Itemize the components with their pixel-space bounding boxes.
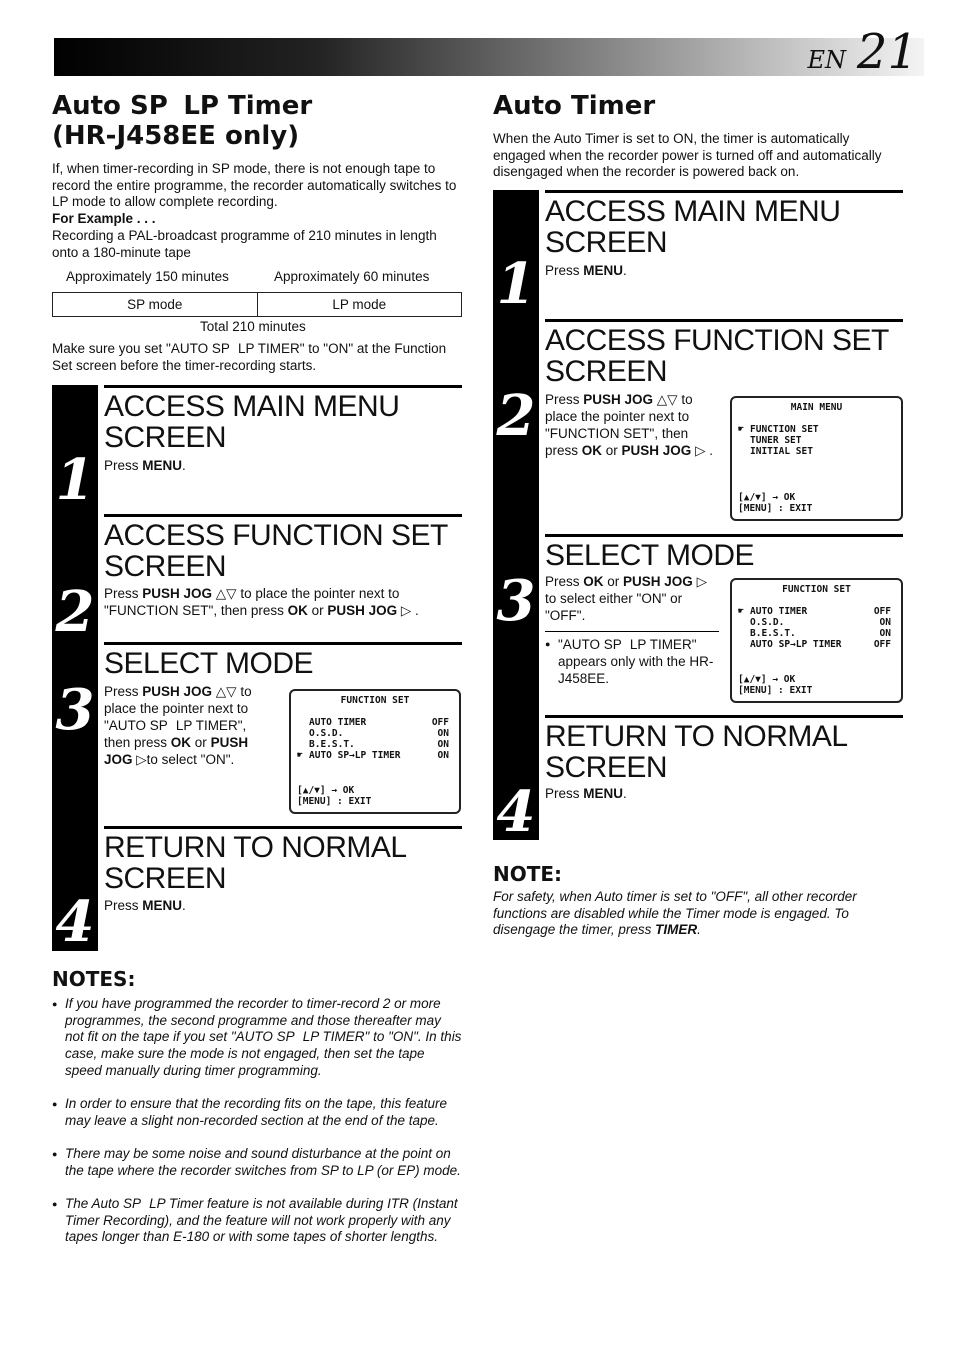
note-text: For safety, when Auto timer is set to "OFF", all other recorder functions are disabled while the Timer mode is engaged. To disengage the timer, press TIMER. — [493, 889, 857, 937]
example-label: For Example . . . — [52, 211, 156, 226]
osd-title: MAIN MENU — [790, 402, 843, 413]
note-item: ● In order to ensure that the recording fits on the tape, this feature may leave a slight non-recorded section at the end of the tape. — [52, 1096, 462, 1129]
step-number: 4 — [55, 889, 95, 955]
step-instruction: Press MENU. — [104, 458, 186, 473]
step-instruction: Press MENU. — [545, 263, 627, 278]
mode-table — [52, 292, 462, 317]
step-title: SELECT MODE — [104, 647, 313, 680]
header-gradient-bar — [54, 38, 924, 76]
section-subtitle: (HR-J458EE only) — [52, 121, 300, 151]
page-number: 21 — [856, 24, 918, 80]
make-sure-text: Make sure you set "AUTO SP LP TIMER" to "ON" at the Function Set screen before the timer-recording starts. — [52, 341, 447, 373]
osd-exit: [MENU] : EXIT — [738, 503, 813, 514]
osd-main-menu — [730, 396, 903, 521]
total-label: Total 210 minutes — [200, 319, 306, 334]
divider — [545, 631, 719, 632]
step-instruction: Press MENU. — [545, 786, 627, 801]
osd-row: ☛ AUTO SP→LP TIMER ON — [297, 750, 449, 761]
intro-paragraph: If, when timer-recording in SP mode, there is not enough tape to record the entire programme, the recorder automatically switches to LP mode to allow complete recording. — [52, 161, 457, 209]
notes-heading: NOTES: — [52, 967, 136, 991]
step-title: SELECT MODE — [545, 539, 754, 572]
osd-row: AUTO TIMER OFF — [309, 717, 449, 728]
step-number: 2 — [496, 383, 536, 449]
osd-row: ☛ AUTO TIMER OFF — [738, 606, 891, 617]
step-instruction: Press PUSH JOG △▽ to place the pointer next to "FUNCTION SET", then press OK or PUSH JOG ▷ . — [104, 586, 419, 618]
osd-title: FUNCTION SET — [340, 695, 410, 706]
osd-row: O.S.D. ON — [309, 728, 449, 739]
step-instruction: Press PUSH JOG △▽ to place the pointer next to "FUNCTION SET", then press OK or PUSH JOG ▷ . — [545, 392, 713, 458]
step-number: 1 — [496, 251, 536, 317]
example-text: Recording a PAL-broadcast programme of 210 minutes in length onto a 180-minute tape — [52, 228, 437, 260]
osd-row: AUTO SP→LP TIMER OFF — [750, 639, 891, 650]
bullet-note: ● "AUTO SP LP TIMER" appears only with the HR-J458EE. — [545, 636, 719, 687]
osd-row: B.E.S.T. ON — [750, 628, 891, 639]
step-rule — [104, 385, 462, 388]
osd-function-set — [730, 578, 903, 703]
step-title: ACCESS FUNCTION SET SCREEN — [545, 324, 889, 388]
step-instruction: Press PUSH JOG △▽ to place the pointer next to "AUTO SP LP TIMER", then press OK or PUSH JOG ▷to select "ON". — [104, 684, 252, 767]
approx-lp-label: Approximately 60 minutes — [274, 269, 430, 284]
step-rule — [545, 190, 903, 193]
language-code: EN — [807, 46, 846, 74]
osd-exit: [MENU] : EXIT — [738, 685, 813, 696]
step-number: 3 — [55, 677, 95, 743]
step-number: 1 — [55, 447, 95, 513]
step-title: RETURN TO NORMAL SCREEN — [104, 831, 406, 895]
step-rule — [104, 514, 462, 517]
section-title: Auto Timer — [493, 91, 656, 121]
step-rule — [545, 715, 903, 718]
pointer-icon: ☛ — [297, 750, 303, 761]
note-item: ● If you have programmed the recorder to timer-record 2 or more programmes, the second programme and those thereafter may not fit on the tape if you set "AUTO SP LP TIMER" to "ON". In this case, make sure the mode is not engaged, then set the tape speed manually during timer programming. — [52, 996, 462, 1080]
step-number: 3 — [496, 568, 536, 634]
sp-mode-cell: SP mode — [127, 297, 183, 312]
step-rule — [545, 534, 903, 537]
osd-row: O.S.D. ON — [750, 617, 891, 628]
osd-nav: [▲/▼] → OK — [738, 492, 796, 503]
osd-function-set — [289, 689, 461, 814]
step-rule — [104, 826, 462, 829]
step-instruction: Press MENU. — [104, 898, 186, 913]
osd-exit: [MENU] : EXIT — [297, 796, 372, 807]
note-heading: NOTE: — [493, 862, 563, 886]
intro-paragraph: When the Auto Timer is set to ON, the timer is automatically engaged when the recorder power is turned off and automatically disengaged when the recorder is powered back on. — [493, 131, 882, 179]
pointer-icon: ☛ — [738, 606, 744, 617]
step-rule — [104, 642, 462, 645]
approx-sp-label: Approximately 150 minutes — [66, 269, 229, 284]
osd-row: TUNER SET — [750, 435, 802, 446]
osd-nav: [▲/▼] → OK — [738, 674, 796, 685]
step-title: ACCESS FUNCTION SET SCREEN — [104, 519, 448, 583]
lp-mode-cell: LP mode — [257, 293, 462, 316]
step-title: RETURN TO NORMAL SCREEN — [545, 720, 847, 784]
step-rule — [545, 319, 903, 322]
step-number: 2 — [55, 579, 95, 645]
osd-row: B.E.S.T. ON — [309, 739, 449, 750]
step-number: 4 — [496, 779, 536, 845]
section-title: Auto SP LP Timer — [52, 91, 313, 121]
osd-title: FUNCTION SET — [782, 584, 851, 595]
note-item: ● There may be some noise and sound disturbance at the point on the tape where the recorder switches from SP to LP (or EP) mode. — [52, 1146, 462, 1179]
osd-nav: [▲/▼] → OK — [297, 785, 355, 796]
osd-row: ☛ FUNCTION SET — [738, 424, 819, 435]
pointer-icon: ☛ — [738, 424, 744, 435]
note-item: ● The Auto SP LP Timer feature is not available during ITR (Instant Timer Recording), and the feature will not work properly with any tapes longer than E-180 or with some tapes of shorter lengths. — [52, 1196, 462, 1246]
step-title: ACCESS MAIN MENU SCREEN — [104, 390, 400, 454]
step-title: ACCESS MAIN MENU SCREEN — [545, 195, 841, 259]
step-instruction: Press OK or PUSH JOG ▷ to select either "ON" or "OFF". — [545, 574, 707, 623]
osd-row: INITIAL SET — [750, 446, 813, 457]
